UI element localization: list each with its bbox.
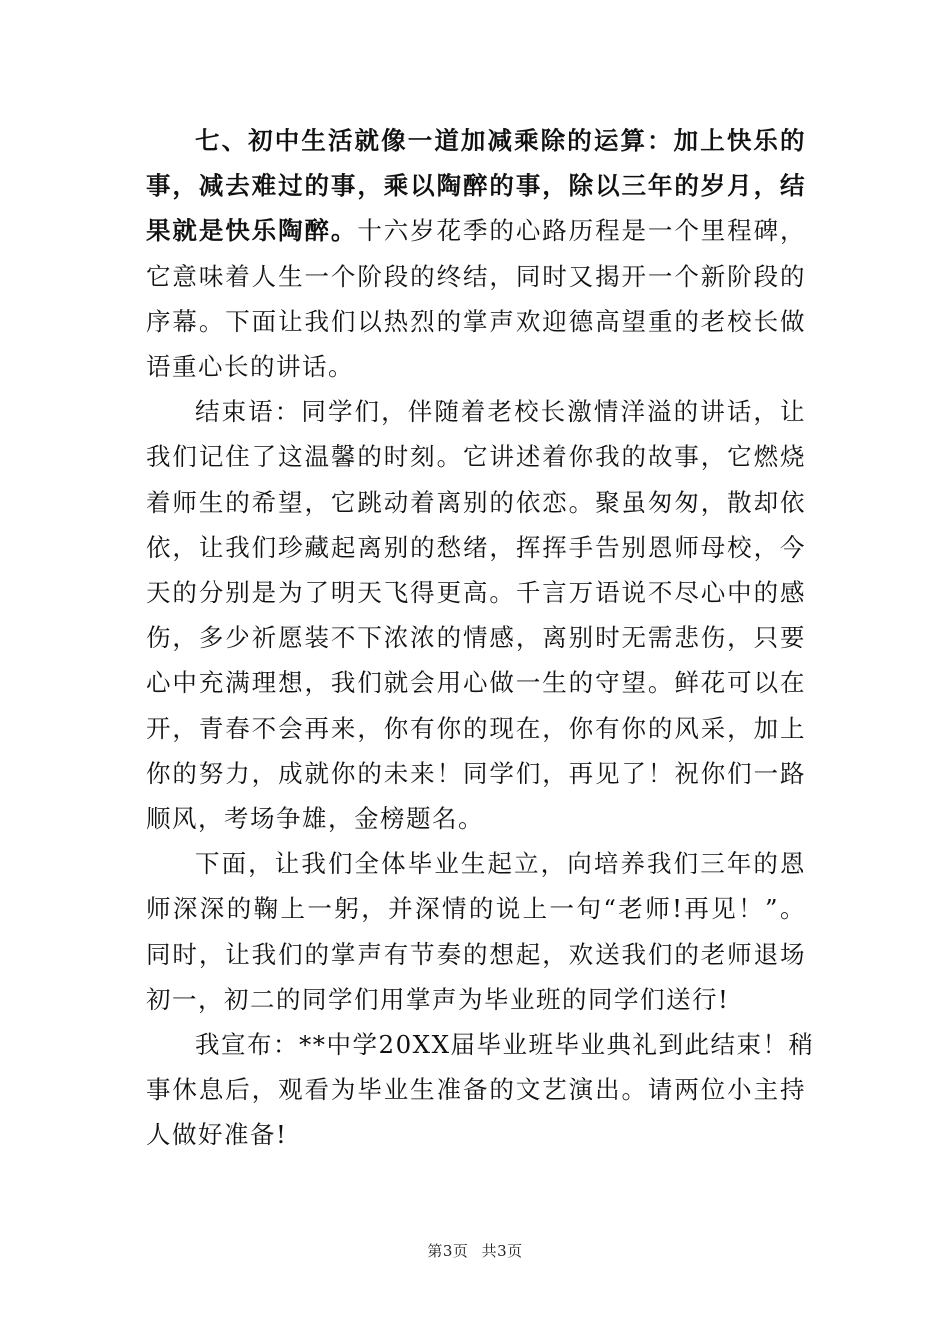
body-text: 序幕。下面让我们以热烈的掌声欢迎德高望重的老校长做 xyxy=(146,306,806,336)
text-line xyxy=(146,480,806,525)
body-text: 顺风，考场争雄，金榜题名。 xyxy=(146,804,484,834)
paragraph xyxy=(146,118,806,389)
text-line xyxy=(146,118,806,163)
text-line xyxy=(146,389,806,434)
page-number: 第3页 xyxy=(427,1242,469,1260)
text-line xyxy=(146,570,806,615)
body-text: 人做好准备! xyxy=(146,1120,288,1150)
text-line xyxy=(146,525,806,570)
body-text: 语重心长的讲话。 xyxy=(146,352,354,382)
body-text: 心中充满理想，我们就会用心做一生的守望。鲜花可以在 xyxy=(146,668,806,698)
text-line xyxy=(146,706,806,751)
text-line xyxy=(146,841,806,886)
text-line xyxy=(146,299,806,344)
bold-text: 果就是快乐陶醉。 xyxy=(146,216,358,246)
text-line xyxy=(146,886,806,931)
text-line xyxy=(146,163,806,208)
body-text: 我们记住了这温馨的时刻。它讲述着你我的故事，它燃烧 xyxy=(146,442,806,472)
body-text: 天的分别是为了明天飞得更高。千言万语说不尽心中的感 xyxy=(146,578,806,608)
bold-text: 事，减去难过的事，乘以陶醉的事，除以三年的岁月，结 xyxy=(146,171,806,201)
text-line xyxy=(146,344,806,389)
text-line xyxy=(146,751,806,796)
body-text: 伤，多少祈愿装不下浓浓的情感，离别时无需悲伤，只要 xyxy=(146,623,806,653)
text-line xyxy=(146,615,806,660)
document-body xyxy=(146,118,815,1158)
paragraph xyxy=(146,1022,815,1158)
body-text: 十六岁花季的心路历程是一个里程碑， xyxy=(357,216,807,246)
body-text: 师深深的鞠上一躬，并深情的说上一句“老师!再见！”。 xyxy=(146,894,806,924)
body-text: 下面，让我们全体毕业生起立，向培养我们三年的恩 xyxy=(195,849,806,879)
text-line xyxy=(146,254,806,299)
text-line xyxy=(146,977,806,1022)
text-line xyxy=(146,1022,815,1067)
body-text: 初一，初二的同学们用掌声为毕业班的同学们送行! xyxy=(146,984,730,1014)
body-text: 开，青春不会再来，你有你的现在，你有你的风采，加上 xyxy=(146,713,806,743)
text-line xyxy=(146,796,806,841)
paragraph xyxy=(146,389,806,841)
text-line xyxy=(146,1112,806,1157)
text-line xyxy=(146,932,806,977)
text-line xyxy=(146,208,806,253)
bold-text: 七、初中生活就像一道加减乘除的运算：加上快乐的 xyxy=(195,126,806,155)
page-footer xyxy=(0,1240,950,1261)
body-text: 它意味着人生一个阶段的终结，同时又揭开一个新阶段的 xyxy=(146,261,806,291)
body-text: 同时，让我们的掌声有节奏的想起，欢送我们的老师退场 xyxy=(146,939,806,969)
body-text: 事休息后，观看为毕业生准备的文艺演出。请两位小主持 xyxy=(146,1075,806,1105)
text-line xyxy=(146,434,806,479)
text-line xyxy=(146,660,806,705)
page-total: 共3页 xyxy=(481,1242,523,1260)
body-text: 结束语：同学们，伴随着老校长激情洋溢的讲话，让 xyxy=(195,397,806,427)
paragraph xyxy=(146,841,806,1022)
body-text: 你的努力，成就你的未来！同学们，再见了！祝你们一路 xyxy=(146,758,806,788)
body-text: 我宣布：**中学20XX届毕业班毕业典礼到此结束！稍 xyxy=(195,1030,815,1060)
body-text: 着师生的希望，它跳动着离别的依恋。聚虽匆匆，散却依 xyxy=(146,487,806,517)
text-line xyxy=(146,1067,806,1112)
body-text: 依，让我们珍藏起离别的愁绪，挥挥手告别恩师母校，今 xyxy=(146,532,806,562)
